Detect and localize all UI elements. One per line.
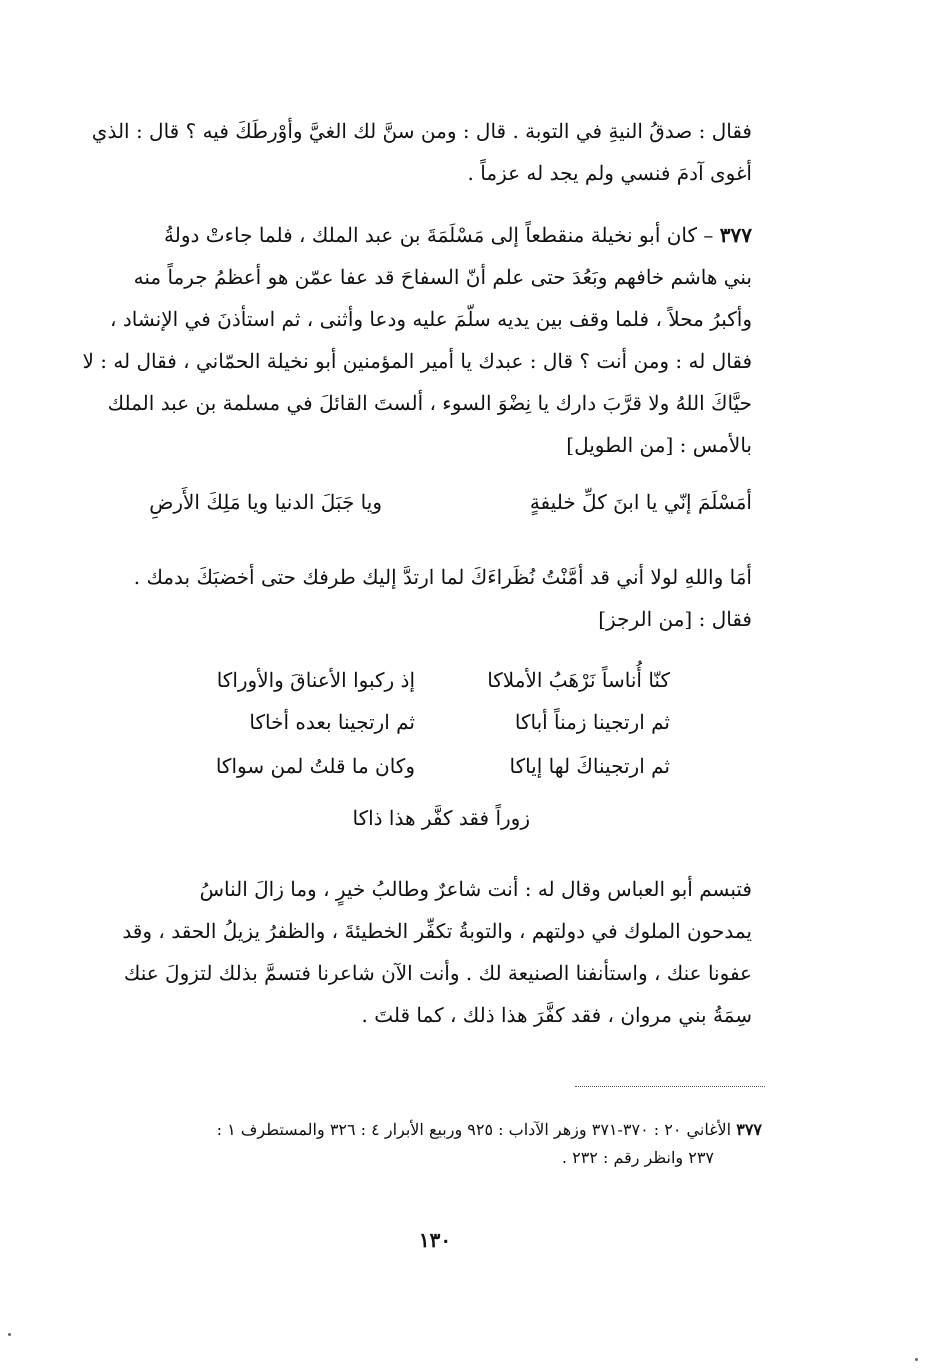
footnote [90,1116,762,1172]
footnote-text: الأغاني ٢٠ : ٣٧٠-٣٧١ وزهر الآداب : ٩٢٥ وربيع الأبرار ٤ : ٣٢٦ والمستطرف ١ : [216,1120,732,1139]
rajaz-verse-3 [170,748,670,788]
verse-hemistich-2: ثم ارتجينا بعده أخاكا [249,710,415,734]
text-line: عفونا عنك ، واستأنفنا الصنيعة لك . وأنت الآن شاعرنا فتسمَّ بذلك لتزولَ عنك [123,961,752,985]
paragraph-3 [70,556,752,640]
rajaz-verse-1 [170,662,670,702]
verse-hemistich-2: ويا جَبَلَ الدنيا ويا مَلِكَ الأَرضِ [149,490,382,514]
verse-hemistich-1: ثم ارتجينا زمناً أباكا [514,710,670,734]
rajaz-verse-4 [250,800,530,840]
text-line: أمَا واللهِ لولا أني قد أمَّنْتُ نُظَراءَكَ لما ارتدَّ إليك طرفك حتى أخضبَكَ بدمك . [133,565,752,589]
text-line: أغوى آدمَ فنسي ولم يجد له عزماً . [467,161,752,185]
verse-hemistich-1: أمَسْلَمَ إنّي يا ابنَ كلِّ خليفةٍ [529,490,752,514]
text-line: بني هاشم خافهم وبَعُدَ حتى علم أنّ السفاحَ قد عفا عمّن هو أعظمُ جرماً منه [133,265,752,289]
text-line: بالأمس : [من الطويل] [566,433,752,457]
text-line: فقال له : ومن أنت ؟ قال : عبدك يا أمير المؤمنين أبو نخيلة الحمّاني ، فقال له : لا [82,349,752,373]
scan-speck [915,1358,918,1361]
text-line: فقال : صدقُ النيةِ في التوبة . قال : ومن سنَّ لك الغيَّ وأوْرطَكَ فيه ؟ قال : الذي [91,119,752,143]
footnote-line: ٢٣٧ وانظر رقم : ٢٣٢ . [561,1148,714,1167]
entry-377-paragraph [70,214,752,466]
text-line [70,214,752,256]
verse-hemistich-2: إذ ركبوا الأعناقَ والأوراكا [216,668,415,692]
verse-hemistich-1: كنّا أُناساً نَرْهَبُ الأملاكا [487,668,670,692]
entry-dash: – [703,223,714,247]
page-number: ١٣٠ [418,1228,452,1252]
text-line: فتبسم أبو العباس وقال له : أنت شاعرٌ وطالبُ خيرٍ ، وما زالَ الناسُ [199,877,752,901]
verse-tawil [115,484,752,524]
footnote-line [90,1116,762,1144]
text-line-content: كان أبو نخيلة منقطعاً إلى مَسْلَمَةَ بن عبد الملك ، فلما جاءتْ دولةُ [164,223,698,247]
text-line: وأكبرُ محلاً ، فلما وقف بين يديه سلّمَ عليه ودعا وأثنى ، ثم استأذنَ في الإنشاد ، [110,307,752,331]
scan-speck [8,1333,11,1336]
text-line: سِمَةُ بني مروان ، فقد كفَّرَ هذا ذلك ، كما قلتَ . [361,1003,752,1027]
verse-hemistich-1: ثم ارتجيناكَ لها إياكا [509,754,670,778]
paragraph-4 [70,868,752,1036]
verse-hemistich-2: وكان ما قلتُ لمن سواكا [215,754,415,778]
entry-number: ٣٧٧ [719,223,752,247]
rajaz-verse-2 [170,704,670,744]
text-line: حيَّاكَ اللهُ ولا قرَّبَ دارك يا نِضْوَ السوء ، ألستَ القائلَ في مسلمة بن عبد الملك [107,391,752,415]
footnote-divider [575,1086,765,1087]
paragraph-1 [70,110,752,194]
text-line: فقال : [من الرجز] [598,607,752,631]
text-line: يمدحون الملوك في دولتهم ، والتوبةُ تكفِّر الخطيئةَ ، والظفرُ يزيلُ الحقد ، وقد [122,919,752,943]
footnote-number: ٣٧٧ [736,1120,762,1139]
verse-hemistich-1: زوراً فقد كفَّر هذا ذاكا [352,806,530,830]
